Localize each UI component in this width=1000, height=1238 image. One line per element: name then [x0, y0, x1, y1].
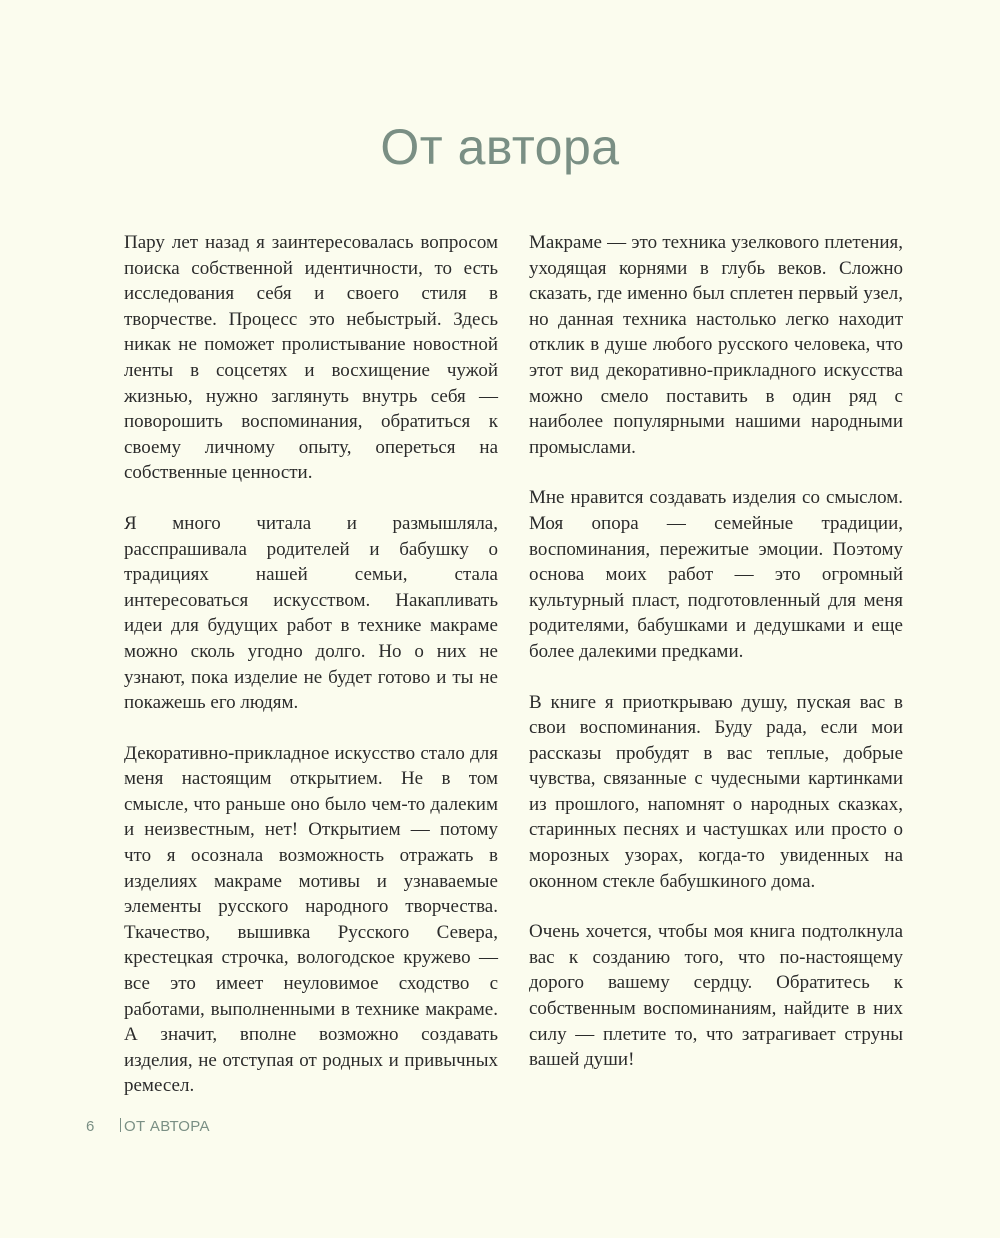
- footer-divider: [120, 1118, 121, 1132]
- page-number: 6: [86, 1118, 95, 1135]
- paragraph: Пару лет назад я заинтересовалась вопросом поиска собственной идентичности, то есть исследования себя и своего стиля в творчестве. Процесс это небыстрый. Здесь никак не поможет пролистывание новостной ленты в соцсетях и восхищение чужой жизнью, нужно заглянуть внутрь себя — поворошить воспоминания, обратиться к своему личному опыту, опереться на собственные ценности.: [124, 232, 498, 484]
- right-text-column: [529, 230, 903, 1098]
- page-footer: [86, 1118, 210, 1135]
- paragraph: Очень хочется, чтобы моя книга подтолкнула вас к созданию того, что по-настоящему дорого вашему сердцу. Обратитесь к собственным воспоминаниям, найдите в них силу — плетите то, что затрагивает струны вашей души!: [529, 921, 903, 1071]
- paragraph: Я много читала и размышляла, расспрашивала родителей и бабушку о традициях нашей семьи, стала интересоваться искусством. Накапливать идеи для будущих работ в технике макраме можно сколь угодно долго. Но о них не узнают, пока изделие не будет готово и ты не покажешь его людям.: [124, 512, 498, 714]
- running-header-label: ОТ АВТОРА: [124, 1118, 210, 1135]
- paragraph: Декоративно-прикладное искусство стало для меня настоящим открытием. Не в том смысле, что раньше оно было чем-то далеким и неизвестным, нет! Открытием — потому что я осознала возможность отражать в изделиях макраме мотивы и узнаваемые элементы русского народного творчества. Ткачество, вышивка Русского Севера, крестецкая строчка, вологодское кружево — все это имеет неуловимое сходство с работами, выполненными в технике макраме. А значит, вполне возможно создавать изделия, не отступая от родных и привычных ремесел.: [124, 742, 498, 1097]
- paragraph: В книге я приоткрываю душу, пуская вас в свои воспоминания. Буду рада, если мои рассказы пробудят в вас теплые, добрые чувства, связанные с чудесными картинками из прошлого, напомнят о народных сказках, старинных песнях и частушках или просто о морозных узорах, когда-то увиденных на оконном стекле бабушкиного дома.: [529, 691, 903, 892]
- paragraph: Мне нравится создавать изделия со смыслом. Моя опора — семейные традиции, воспоминания, пережитые эмоции. Поэтому основа моих работ — это огромный культурный пласт, подготовленный для меня родителями, бабушками и дедушками и еще более далекими предками.: [529, 487, 903, 662]
- paragraph: Макраме — это техника узелкового плетения, уходящая корнями в глубь веков. Сложно сказать, где именно был сплетен первый узел, но данная техника настолько легко находит отклик в душе любого русского человека, что этот вид декоративно-прикладного искусства можно смело поставить в один ряд с наиболее популярными нашими народными промыслами.: [529, 232, 903, 458]
- page-title: От автора: [380, 119, 620, 175]
- left-text-column: [124, 230, 498, 1124]
